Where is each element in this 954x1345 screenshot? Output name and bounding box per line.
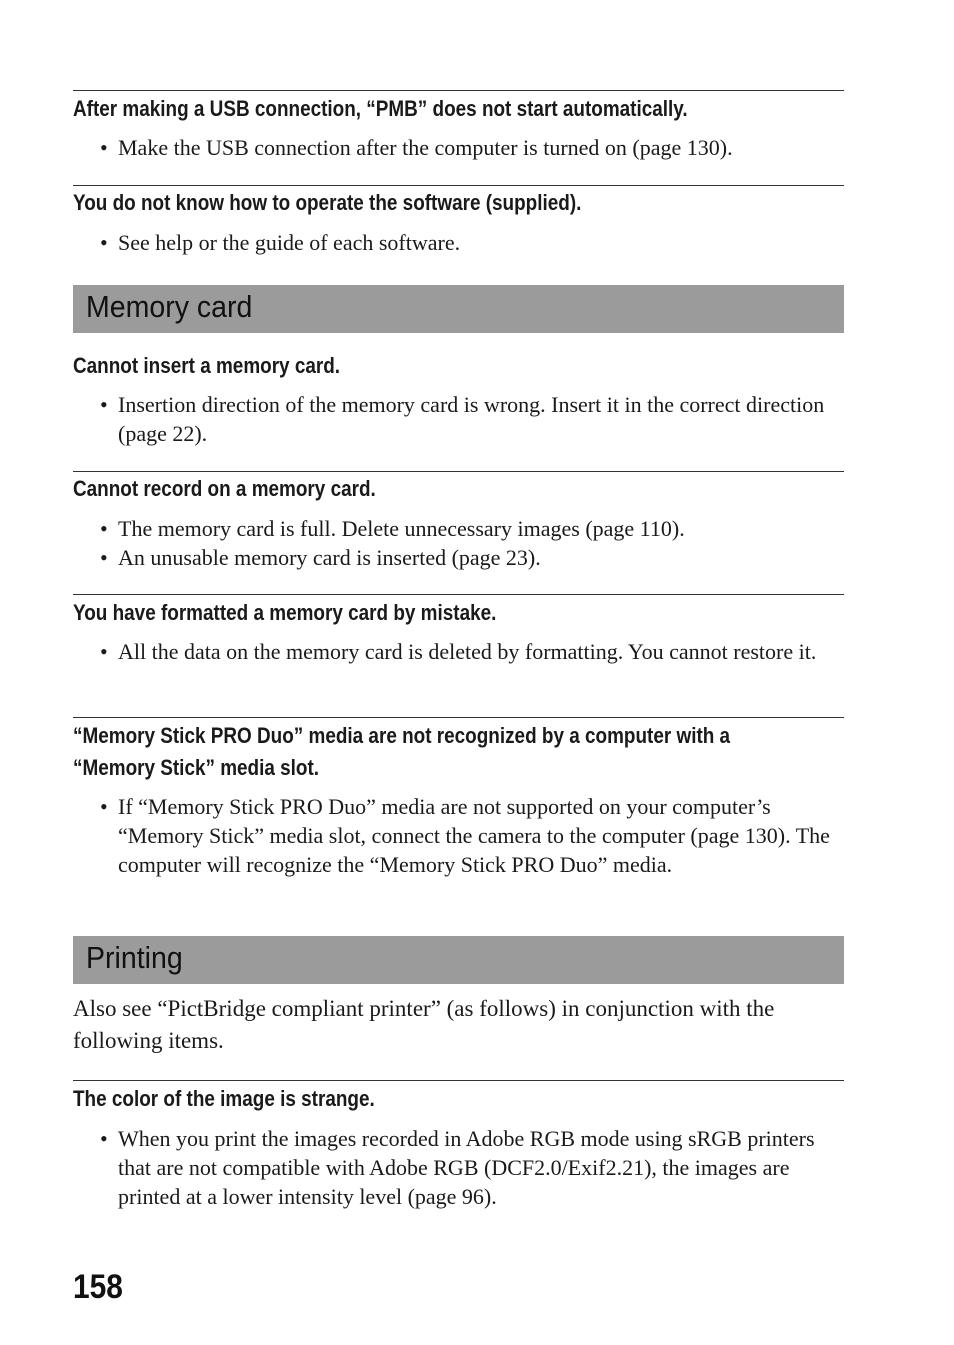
list-item-text: If “Memory Stick PRO Duo” media are not supported on your computer’s “Memory Stick” media slot, connect the camera to the computer (page 130). The computer will recognize the “Memory Stick PRO Duo” media. [118,794,830,877]
list-item [100,792,840,879]
list-item-text: The memory card is full. Delete unnecessary images (page 110). [118,516,685,541]
list-item-text: See help or the guide of each software. [118,230,461,255]
divider [73,471,844,472]
list-item-text: When you print the images recorded in Adobe RGB mode using sRGB printers that are not compatible with Adobe RGB (DCF2.0/Exif2.21), the images are printed at a lower intensity level (page 96). [118,1126,815,1209]
divider [73,185,844,186]
question-heading: “Memory Stick PRO Duo” media are not recognized by a computer with a [73,723,731,748]
list-item [100,133,840,162]
list-item-text: Make the USB connection after the computer is turned on (page 130). [118,135,733,160]
question-heading: The color of the image is strange. [73,1086,375,1111]
bullet-icon: • [100,794,108,819]
question-heading: After making a USB connection, “PMB” does not start automatically. [73,96,688,121]
list-item-text: All the data on the memory card is deleted by formatting. You cannot restore it. [118,639,817,664]
page-number: 158 [73,1268,123,1306]
question-heading: Cannot record on a memory card. [73,476,376,501]
question-heading: You have formatted a memory card by mistake. [73,600,497,625]
bullet-icon: • [100,516,108,541]
list-item [100,543,840,572]
bullet-icon: • [100,545,108,570]
question-heading: You do not know how to operate the software (supplied). [73,190,582,215]
bullet-icon: • [100,230,108,255]
list-item-text: An unusable memory card is inserted (page 23). [118,545,541,570]
bullet-icon: • [100,1126,108,1151]
section-band-printing [73,936,844,984]
question-heading: Cannot insert a memory card. [73,353,341,378]
divider [73,1080,844,1081]
divider [73,717,844,718]
question-heading-line2: “Memory Stick” media slot. [73,755,320,780]
bullet-icon: • [100,639,108,664]
list-item [100,390,840,448]
bullet-icon: • [100,135,108,160]
bullet-icon: • [100,392,108,417]
section-title: Printing [86,940,183,975]
list-item [100,637,840,666]
list-item [100,228,840,257]
intro-paragraph: Also see “PictBridge compliant printer” (as follows) in conjunction with the following items. [73,996,775,1053]
section-band-memory-card [73,285,844,333]
list-item [100,1124,840,1211]
section-title: Memory card [86,289,253,324]
list-item-text: Insertion direction of the memory card is wrong. Insert it in the correct direction (page 22). [118,392,825,446]
divider [73,90,844,91]
list-item [100,514,840,543]
divider [73,594,844,595]
